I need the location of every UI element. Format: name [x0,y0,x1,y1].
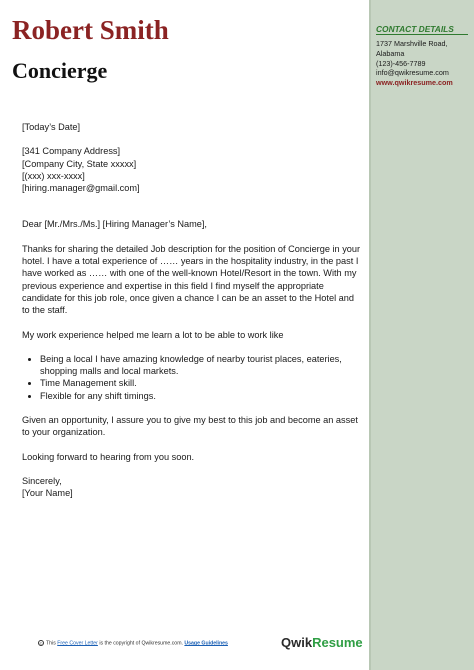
contact-details [376,39,470,88]
qwikresume-logo: QwikResume [281,635,363,650]
address-line-1: 1737 Marshville Road, [376,39,448,48]
paragraph-experience: My work experience helped me learn a lot to be able to work like [22,329,284,340]
copyright-icon: © [39,641,43,646]
recipient-line: [hiring.manager@gmail.com] [22,183,140,194]
usage-guidelines-link[interactable]: Usage Guidelines [184,640,228,647]
list-item: • Being a local I have amazing knowledge of nearby tourist places, eateries, shopping malls and local markets. [40,353,362,378]
recipient-line: [(xxx) xxx-xxxx] [22,170,85,181]
free-cover-letter-link[interactable]: Free Cover Letter [57,640,98,647]
applicant-name: Robert Smith [12,15,169,45]
list-item: • Time Management skill. [40,377,362,389]
website-link[interactable]: www.qwikresume.com [376,78,453,88]
paragraph-commitment: Given an opportunity, I assure you to give my best to this job and become an asset to your organization. [22,415,358,438]
paragraph-closing: Looking forward to hearing from you soon. [22,451,195,462]
recipient-line: [Company City, State xxxxx] [22,158,137,169]
job-title: Concierge [12,58,108,83]
contact-divider [376,34,468,35]
footer-copyright: © This Free Cover Letter is the copyright of Qwikresume.com. Usage Guidelines [39,640,228,647]
address-line-2: Alabama [376,48,405,58]
email[interactable]: info@qwikresume.com [376,68,449,78]
list-item: • Flexible for any shift timings. [40,390,362,402]
paragraph-intro: Thanks for sharing the detailed Job description for the position of Concierge in your hotel. I have a total experience of …… years in the hospitality industry, in the past I have worked as …… with one of the well-known Hotel/Resort in the town. With my previous experience and expertise in this field I find myself the appropriate candidate for this job role, once given a chance I can be an asset to the Hotel and to the staff. [22,243,361,316]
closing: Sincerely, [22,475,62,486]
letter-date: [Today’s Date] [22,122,81,132]
phone: (123)-456-7789 [376,58,426,68]
salutation: Dear [Mr./Mrs./Ms.] [Hiring Manager’s Name], [22,219,207,230]
sidebar-panel [369,0,474,670]
signature: [Your Name] [22,488,73,499]
recipient-line: [341 Company Address] [22,146,121,157]
skills-list [22,353,362,402]
contact-details-title: CONTACT DETAILS [376,24,454,34]
letter-body [22,121,362,500]
